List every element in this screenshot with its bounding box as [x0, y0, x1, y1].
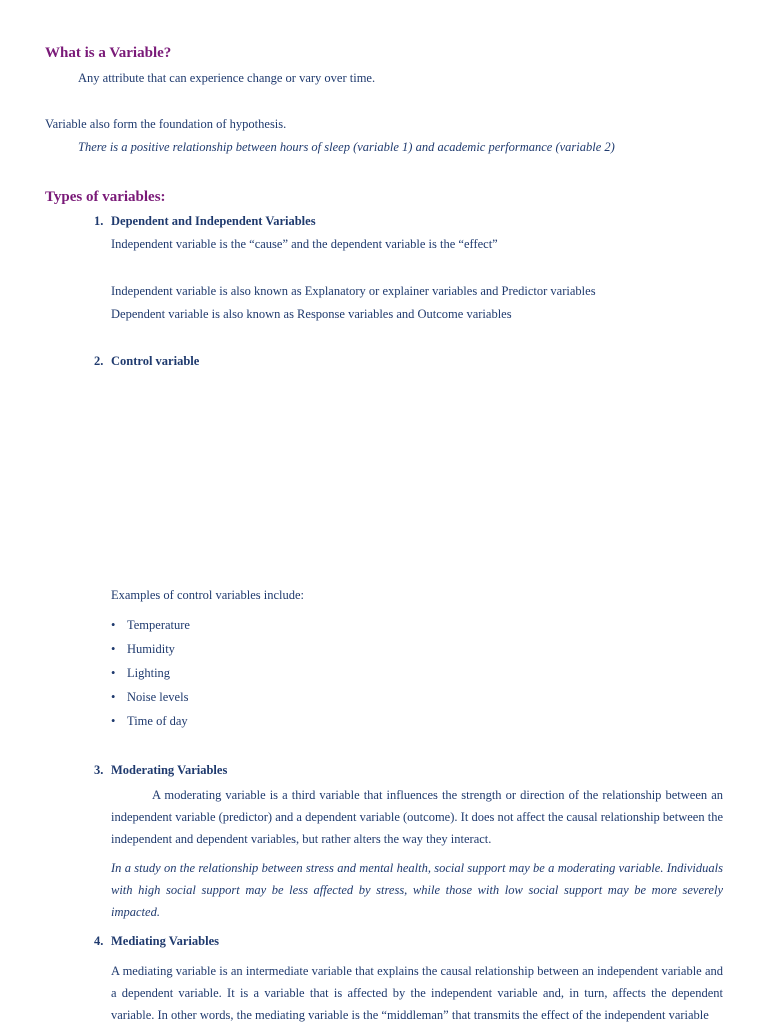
list-item-label: Temperature: [127, 618, 190, 632]
list-number: 1.: [94, 214, 104, 228]
moderating-example: In a study on the relationship between stress and mental health, social support may be a moderating variable. Individuals with high social support may be less affected by stress, while those with low social support may be more severely impacted.: [111, 861, 723, 919]
independent-aka-text: Independent variable is also known as Explanatory or explainer variables and Predictor variables: [111, 284, 596, 298]
bullet-marker: •: [111, 666, 116, 680]
list-item-label: Time of day: [127, 714, 188, 728]
hypothesis-example: There is a positive relationship between hours of sleep (variable 1) and academic performance (variable 2): [78, 140, 615, 154]
list-item-label: Humidity: [127, 642, 175, 656]
section-title-mediating: Mediating Variables: [111, 934, 219, 948]
definition-text: Any attribute that can experience change or vary over time.: [78, 71, 376, 85]
list-number: 3.: [94, 763, 104, 777]
section-title-moderating: Moderating Variables: [111, 763, 228, 777]
list-item-label: Noise levels: [127, 690, 189, 704]
foundation-text: Variable also form the foundation of hypothesis.: [45, 117, 287, 131]
control-examples-intro: Examples of control variables include:: [111, 588, 304, 602]
bullet-marker: •: [111, 714, 116, 728]
cause-effect-text: Independent variable is the “cause” and the dependent variable is the “effect”: [111, 237, 498, 251]
bullet-marker: •: [111, 642, 116, 656]
list-number: 4.: [94, 934, 104, 948]
section-title-control-variable: Control variable: [111, 354, 200, 368]
bullet-marker: •: [111, 618, 116, 632]
heading-what-is-variable: What is a Variable?: [45, 45, 172, 61]
section-title-dependent-independent: Dependent and Independent Variables: [111, 214, 316, 228]
dependent-aka-text: Dependent variable is also known as Response variables and Outcome variables: [111, 307, 512, 321]
bullet-marker: •: [111, 690, 116, 704]
heading-types-of-variables: Types of variables:: [45, 189, 166, 205]
list-item-label: Lighting: [127, 666, 171, 680]
list-number: 2.: [94, 354, 104, 368]
mediating-paragraph: A mediating variable is an intermediate variable that explains the causal relationship between an independent variable and a dependent variable. It is a variable that is affected by the independent variable and, in turn, affects the dependent variable. In other words, the mediating variable is the “middleman” that transmits the effect of the independent variable: [111, 964, 723, 1022]
moderating-paragraph: A moderating variable is a third variable that influences the strength or direction of the relationship between an independent variable (predictor) and a dependent variable (outcome). It does not affect the causal relationship between the independent and dependent variables, but rather alters the way they interact.: [111, 788, 723, 846]
